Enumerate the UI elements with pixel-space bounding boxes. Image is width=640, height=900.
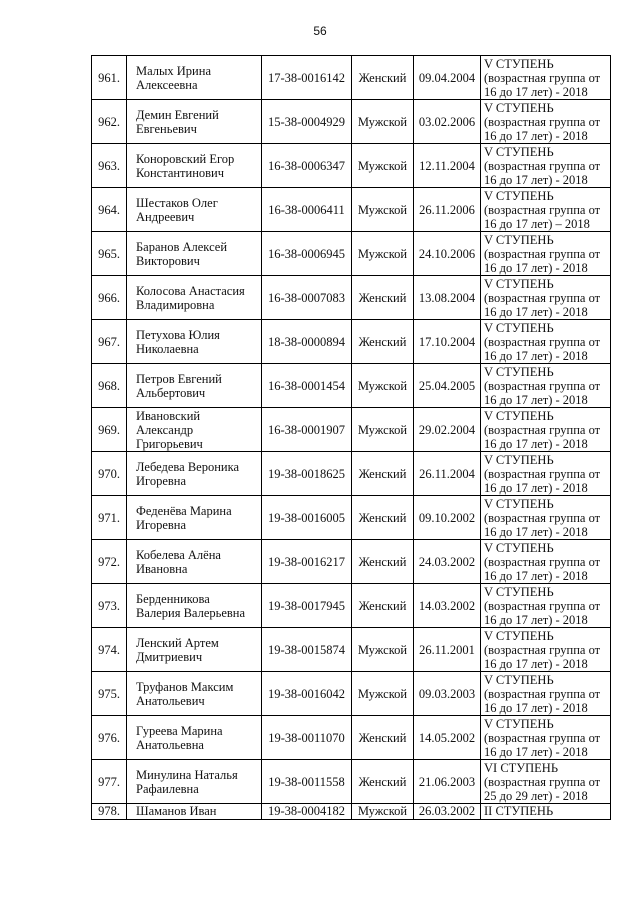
participant-id: 19-38-0015874 [262, 628, 352, 672]
stage-line: V СТУПЕНЬ [484, 232, 554, 247]
name-line: Минулина Наталья [136, 767, 238, 782]
gender: Женский [352, 584, 414, 628]
full-name [127, 452, 262, 496]
participant-id: 19-38-0011070 [262, 716, 352, 760]
gender: Женский [352, 320, 414, 364]
gender: Мужской [352, 144, 414, 188]
page-number: 56 [313, 24, 327, 38]
row-number: 973. [92, 584, 127, 628]
stage-line: 16 до 17 лет) - 2018 [484, 700, 588, 715]
birth-date: 24.10.2006 [414, 232, 481, 276]
name-line: Колосова Анастасия [136, 283, 245, 298]
birth-date: 09.03.2003 [414, 672, 481, 716]
name-line: Константинович [136, 165, 225, 180]
stage-line: 16 до 17 лет) - 2018 [484, 84, 588, 99]
table-row [92, 672, 611, 716]
gender: Женский [352, 540, 414, 584]
participant-id: 19-38-0017945 [262, 584, 352, 628]
stage-line: V СТУПЕНЬ [484, 188, 554, 203]
stage-line: (возрастная группа от [484, 334, 601, 349]
stage-line: V СТУПЕНЬ [484, 276, 554, 291]
stage-line: V СТУПЕНЬ [484, 56, 554, 71]
gender: Мужской [352, 232, 414, 276]
stage-line: V СТУПЕНЬ [484, 672, 554, 687]
full-name [127, 100, 262, 144]
name-line: Андреевич [136, 209, 195, 224]
stage-line: (возрастная группа от [484, 554, 601, 569]
stage-line: 16 до 17 лет) - 2018 [484, 524, 588, 539]
stage-line: (возрастная группа от [484, 158, 601, 173]
birth-date: 17.10.2004 [414, 320, 481, 364]
gender: Женский [352, 496, 414, 540]
stage [481, 364, 611, 408]
stage-line: (возрастная группа от [484, 114, 601, 129]
name-line: Малых Ирина [136, 63, 211, 78]
row-number: 976. [92, 716, 127, 760]
participant-id: 16-38-0001454 [262, 364, 352, 408]
row-number: 967. [92, 320, 127, 364]
participant-id: 15-38-0004929 [262, 100, 352, 144]
stage [481, 188, 611, 232]
stage-line: II СТУПЕНЬ [484, 804, 554, 818]
name-line: Валерия Валерьевна [136, 605, 246, 620]
row-number: 968. [92, 364, 127, 408]
participant-id: 19-38-0004182 [262, 804, 352, 820]
gender: Мужской [352, 408, 414, 452]
gender: Мужской [352, 804, 414, 820]
table-row [92, 496, 611, 540]
stage-line: (возрастная группа от [484, 730, 601, 745]
stage-line: (возрастная группа от [484, 466, 601, 481]
full-name [127, 540, 262, 584]
stage-line: V СТУПЕНЬ [484, 628, 554, 643]
table-row [92, 188, 611, 232]
name-line: Григорьевич [136, 436, 203, 451]
row-number: 972. [92, 540, 127, 584]
gender: Мужской [352, 672, 414, 716]
birth-date: 12.11.2004 [414, 144, 481, 188]
table-row [92, 364, 611, 408]
stage-line: 16 до 17 лет) - 2018 [484, 612, 588, 627]
birth-date: 09.10.2002 [414, 496, 481, 540]
stage-line: (возрастная группа от [484, 70, 601, 85]
stage [481, 320, 611, 364]
row-number: 964. [92, 188, 127, 232]
row-number: 961. [92, 56, 127, 100]
row-number: 977. [92, 760, 127, 804]
name-line: Игоревна [136, 473, 187, 488]
participant-id: 16-38-0006945 [262, 232, 352, 276]
stage [481, 628, 611, 672]
birth-date: 14.05.2002 [414, 716, 481, 760]
stage-line: 16 до 17 лет) - 2018 [484, 304, 588, 319]
full-name [127, 408, 262, 452]
birth-date: 13.08.2004 [414, 276, 481, 320]
name-line: Николаевна [136, 341, 199, 356]
stage-line: 16 до 17 лет) – 2018 [484, 216, 590, 231]
stage-line: V СТУПЕНЬ [484, 100, 554, 115]
full-name [127, 188, 262, 232]
row-number: 962. [92, 100, 127, 144]
name-line: Викторович [136, 253, 200, 268]
stage-line: VI СТУПЕНЬ [484, 760, 559, 775]
participant-id: 19-38-0016005 [262, 496, 352, 540]
full-name [127, 320, 262, 364]
name-line: Баранов Алексей [136, 239, 228, 254]
table-row [92, 540, 611, 584]
table-row [92, 144, 611, 188]
full-name [127, 364, 262, 408]
stage [481, 496, 611, 540]
name-line: Ивановский [136, 408, 201, 423]
name-line: Труфанов Максим [136, 679, 234, 694]
row-number: 969. [92, 408, 127, 452]
participant-id: 19-38-0016042 [262, 672, 352, 716]
name-line: Петров Евгений [136, 371, 222, 386]
name-line: Евгеньевич [136, 121, 197, 136]
name-line: Анатольевич [136, 693, 205, 708]
participant-id: 16-38-0001907 [262, 408, 352, 452]
stage [481, 452, 611, 496]
birth-date: 26.11.2001 [414, 628, 481, 672]
participant-id: 19-38-0018625 [262, 452, 352, 496]
stage [481, 100, 611, 144]
table-row [92, 276, 611, 320]
table-row [92, 628, 611, 672]
name-line: Игоревна [136, 517, 187, 532]
stage-line: (возрастная группа от [484, 290, 601, 305]
participant-id: 16-38-0007083 [262, 276, 352, 320]
name-line: Шаманов Иван [136, 804, 217, 818]
name-line: Владимировна [136, 297, 215, 312]
stage-line: 16 до 17 лет) - 2018 [484, 348, 588, 363]
name-line: Рафаилевна [136, 781, 199, 796]
stage-line: 16 до 17 лет) - 2018 [484, 656, 588, 671]
full-name [127, 584, 262, 628]
row-number: 978. [92, 804, 127, 820]
participant-id: 17-38-0016142 [262, 56, 352, 100]
stage-line: V СТУПЕНЬ [484, 584, 554, 599]
birth-date: 26.03.2002 [414, 804, 481, 820]
full-name [127, 672, 262, 716]
name-line: Петухова Юлия [136, 327, 220, 342]
stage-line: (возрастная группа от [484, 598, 601, 613]
table-row [92, 452, 611, 496]
full-name [127, 276, 262, 320]
full-name [127, 232, 262, 276]
participants-table [91, 55, 611, 820]
name-line: Анатольевна [136, 737, 204, 752]
name-line: Альбертович [136, 385, 206, 400]
gender: Мужской [352, 188, 414, 232]
name-line: Феденёва Марина [136, 503, 232, 518]
stage-line: (возрастная группа от [484, 774, 601, 789]
stage [481, 144, 611, 188]
gender: Женский [352, 452, 414, 496]
row-number: 966. [92, 276, 127, 320]
table-row [92, 56, 611, 100]
full-name [127, 496, 262, 540]
stage-line: (возрастная группа от [484, 246, 601, 261]
table-row [92, 584, 611, 628]
birth-date: 26.11.2004 [414, 452, 481, 496]
full-name [127, 144, 262, 188]
participant-id: 19-38-0016217 [262, 540, 352, 584]
participant-id: 18-38-0000894 [262, 320, 352, 364]
stage-line: V СТУПЕНЬ [484, 364, 554, 379]
stage-line: 16 до 17 лет) - 2018 [484, 744, 588, 759]
stage-line: V СТУПЕНЬ [484, 496, 554, 511]
participant-id: 19-38-0011558 [262, 760, 352, 804]
birth-date: 24.03.2002 [414, 540, 481, 584]
stage-line: (возрастная группа от [484, 378, 601, 393]
name-line: Ивановна [136, 561, 188, 576]
stage-line: 16 до 17 лет) - 2018 [484, 568, 588, 583]
row-number: 970. [92, 452, 127, 496]
stage [481, 56, 611, 100]
full-name [127, 804, 262, 820]
name-line: Ленский Артем [136, 635, 219, 650]
name-line: Алексеевна [136, 77, 198, 92]
stage [481, 408, 611, 452]
stage-line: V СТУПЕНЬ [484, 320, 554, 335]
stage [481, 540, 611, 584]
full-name [127, 760, 262, 804]
full-name [127, 628, 262, 672]
stage-line: (возрастная группа от [484, 202, 601, 217]
stage-line: 16 до 17 лет) - 2018 [484, 392, 588, 407]
stage [481, 760, 611, 804]
birth-date: 03.02.2006 [414, 100, 481, 144]
gender: Женский [352, 56, 414, 100]
full-name [127, 56, 262, 100]
name-line: Кобелева Алёна [136, 547, 221, 562]
stage-line: (возрастная группа от [484, 642, 601, 657]
table-row [92, 320, 611, 364]
name-line: Гуреева Марина [136, 723, 223, 738]
stage-line: 16 до 17 лет) - 2018 [484, 260, 588, 275]
stage-line: V СТУПЕНЬ [484, 452, 554, 467]
stage-line: 25 до 29 лет) - 2018 [484, 788, 588, 803]
birth-date: 09.04.2004 [414, 56, 481, 100]
stage [481, 804, 611, 820]
stage [481, 672, 611, 716]
row-number: 965. [92, 232, 127, 276]
stage [481, 232, 611, 276]
birth-date: 25.04.2005 [414, 364, 481, 408]
stage-line: V СТУПЕНЬ [484, 408, 554, 423]
stage-line: V СТУПЕНЬ [484, 540, 554, 555]
table-row [92, 804, 611, 820]
stage-line: 16 до 17 лет) - 2018 [484, 436, 588, 451]
stage-line: (возрастная группа от [484, 686, 601, 701]
stage [481, 276, 611, 320]
row-number: 974. [92, 628, 127, 672]
name-line: Коноровский Егор [136, 151, 235, 166]
gender: Мужской [352, 628, 414, 672]
gender: Женский [352, 716, 414, 760]
table-body [92, 56, 611, 820]
gender: Мужской [352, 364, 414, 408]
stage-line: 16 до 17 лет) - 2018 [484, 128, 588, 143]
table-row [92, 760, 611, 804]
row-number: 975. [92, 672, 127, 716]
name-line: Лебедева Вероника [136, 459, 240, 474]
gender: Женский [352, 276, 414, 320]
participant-id: 16-38-0006347 [262, 144, 352, 188]
gender: Женский [352, 760, 414, 804]
birth-date: 29.02.2004 [414, 408, 481, 452]
table-row [92, 408, 611, 452]
stage-line: V СТУПЕНЬ [484, 716, 554, 731]
name-line: Демин Евгений [136, 107, 219, 122]
stage-line: 16 до 17 лет) - 2018 [484, 480, 588, 495]
stage-line: (возрастная группа от [484, 510, 601, 525]
stage-line: (возрастная группа от [484, 422, 601, 437]
gender: Мужской [352, 100, 414, 144]
row-number: 971. [92, 496, 127, 540]
table-row [92, 232, 611, 276]
name-line: Шестаков Олег [136, 195, 218, 210]
name-line: Дмитриевич [136, 649, 203, 664]
table-row [92, 716, 611, 760]
stage [481, 584, 611, 628]
birth-date: 26.11.2006 [414, 188, 481, 232]
participant-id: 16-38-0006411 [262, 188, 352, 232]
row-number: 963. [92, 144, 127, 188]
stage [481, 716, 611, 760]
stage-line: 16 до 17 лет) - 2018 [484, 172, 588, 187]
birth-date: 21.06.2003 [414, 760, 481, 804]
name-line: Берденникова [136, 591, 210, 606]
birth-date: 14.03.2002 [414, 584, 481, 628]
name-line: Александр [136, 422, 194, 437]
full-name [127, 716, 262, 760]
table-row [92, 100, 611, 144]
stage-line: V СТУПЕНЬ [484, 144, 554, 159]
